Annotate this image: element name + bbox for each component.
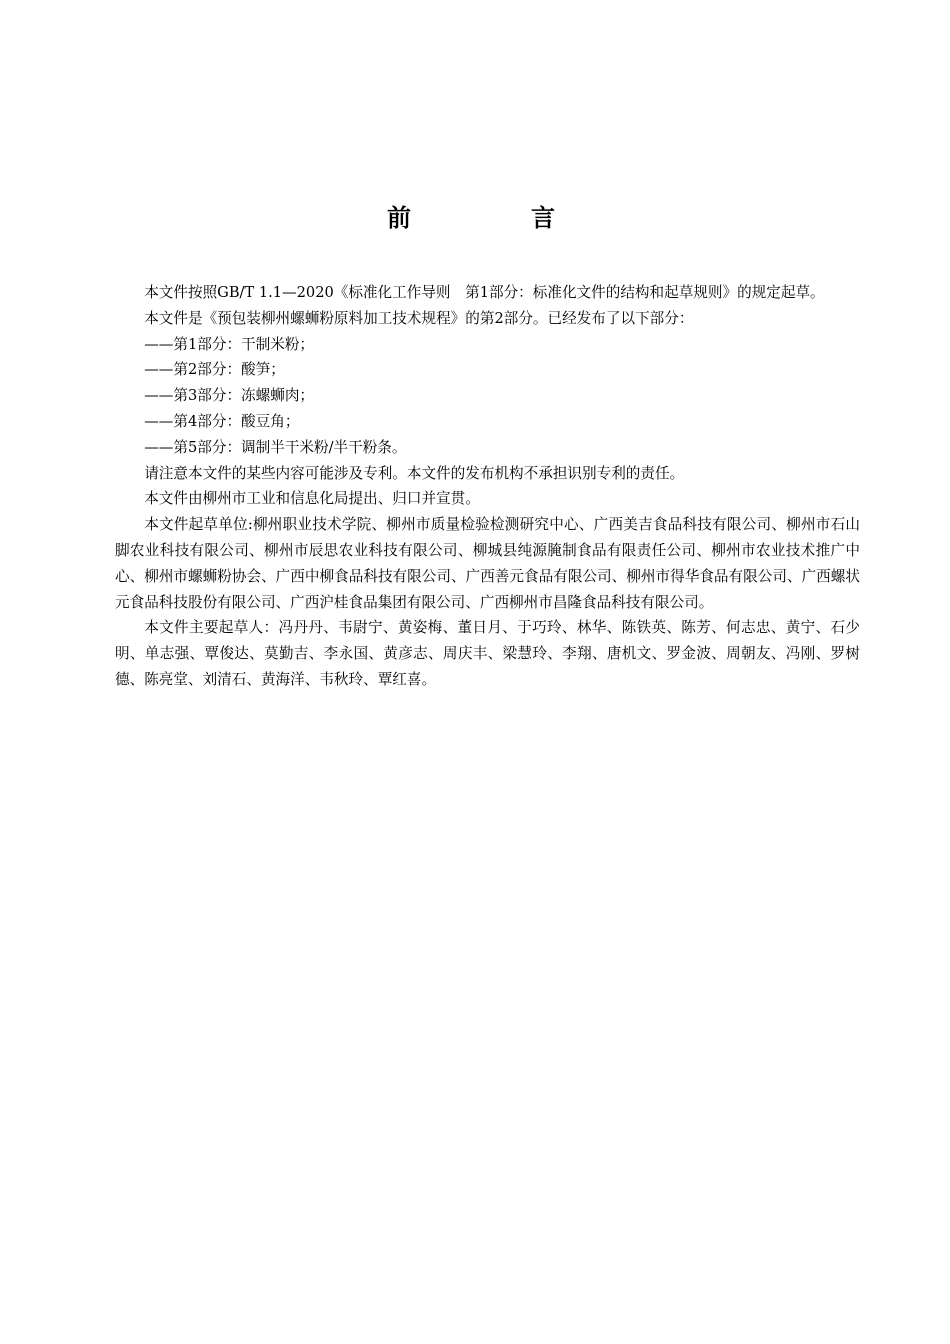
list-item-part-3: ——第3部分：冻螺蛳肉； [144, 387, 315, 405]
proposer-paragraph: 本文件由柳州市工业和信息化局提出、归口并宣贯。 [144, 490, 480, 508]
foreword-body [115, 280, 860, 693]
drafters-paragraph: 本文件主要起草人：冯丹丹、韦尉宁、黄姿梅、董日月、于巧玲、林华、陈铁英、陈芳、何志忠、黄宁、石少明、单志强、覃俊达、莫勤吉、李永国、黄彦志、周庆丰、梁慧玲、李翔、唐机文、罗金波、周朝友、冯刚、罗树德、陈亮堂、刘清石、黄海洋、韦秋玲、覃红喜。 [115, 619, 860, 688]
series-intro-paragraph: 本文件是《预包装柳州螺蛳粉原料加工技术规程》的第2部分。已经发布了以下部分： [144, 309, 694, 327]
drafting-rule-paragraph: 本文件按照GB/T 1.1—2020《标准化工作导则 第1部分：标准化文件的结构和起草规则》的规定起草。 [144, 284, 825, 301]
page-title: 前 言 [387, 204, 603, 232]
drafting-units-paragraph: 本文件起草单位:柳州职业技术学院、柳州市质量检验检测研究中心、广西美吉食品科技有限公司、柳州市石山脚农业科技有限公司、柳州市辰思农业科技有限公司、柳城县纯源腌制食品有限责任公司、柳州市农业技术推广中心、柳州市螺蛳粉协会、广西中柳食品科技有限公司、广西善元食品有限公司、柳州市得华食品有限公司、广西螺状元食品科技股份有限公司、广西沪桂食品集团有限公司、广西柳州市昌隆食品科技有限公司。 [115, 516, 860, 611]
list-item-part-5: ——第5部分：调制半干米粉/半干粉条。 [144, 438, 407, 456]
list-item-part-4: ——第4部分：酸豆角； [144, 412, 300, 430]
list-item-part-1: ——第1部分：干制米粉； [144, 335, 315, 353]
list-item-part-2: ——第2部分：酸笋； [144, 361, 285, 379]
patent-notice-paragraph: 请注意本文件的某些内容可能涉及专利。本文件的发布机构不承担识别专利的责任。 [144, 464, 685, 482]
